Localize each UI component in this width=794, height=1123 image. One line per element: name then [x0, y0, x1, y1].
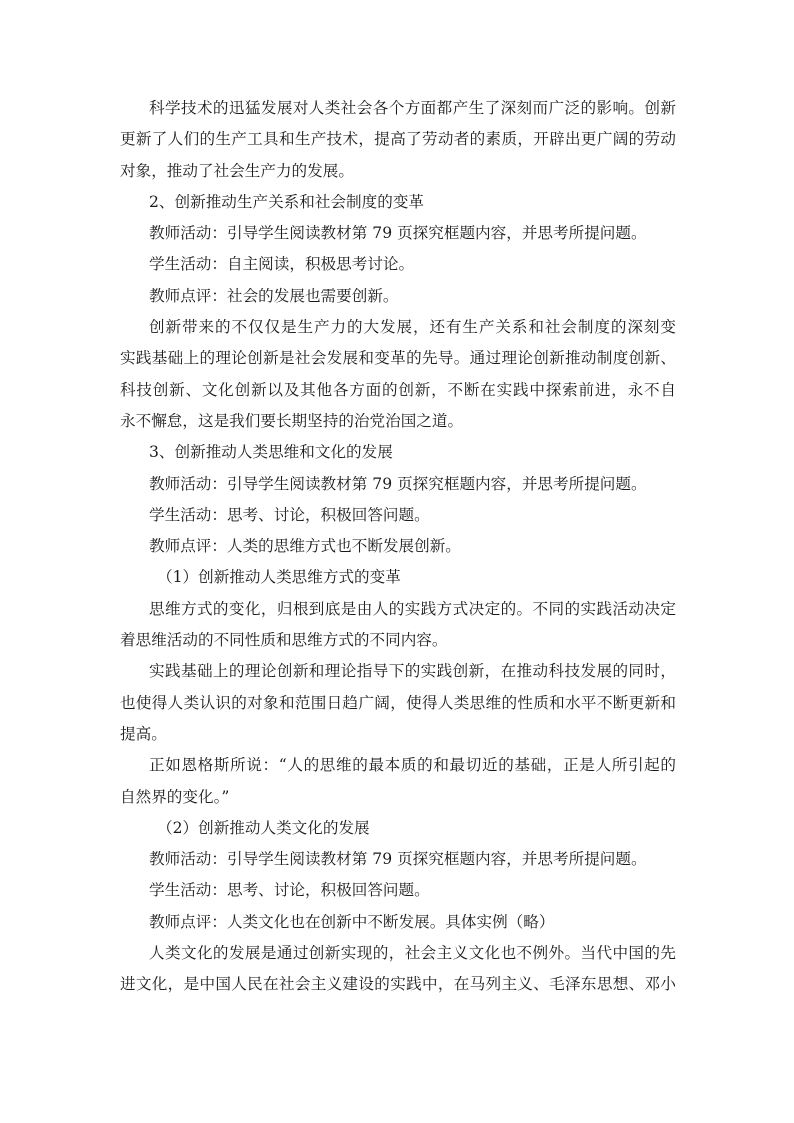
- teacher-activity: 教师活动：引导学生阅读教材第 79 页探究框题内容，并思考所提问题。: [149, 224, 647, 243]
- student-activity: 学生活动：自主阅读，积极思考讨论。: [149, 255, 415, 274]
- paragraph-line: 科技创新、文化创新以及其他各方面的创新，不断在实践中探索前进，永不自: [120, 380, 676, 399]
- section-heading: 2、创新推动生产关系和社会制度的变革: [149, 192, 425, 211]
- student-activity: 学生活动：思考、讨论，积极回答问题。: [149, 505, 430, 524]
- paragraph-line: 科学技术的迅猛发展对人类社会各个方面都产生了深刻而广泛的影响。创新: [149, 99, 676, 117]
- student-activity: 学生活动：思考、讨论，积极回答问题。: [149, 881, 430, 900]
- paragraph-line: 永不懈怠，这是我们要长期坚持的治党治国之道。: [120, 411, 464, 430]
- subsection-heading: （2）创新推动人类文化的发展: [157, 818, 370, 837]
- teacher-comment: 教师点评：社会的发展也需要创新。: [149, 286, 399, 305]
- teacher-comment: 教师点评：人类文化也在创新中不断发展。具体实例（略）: [149, 912, 555, 931]
- subsection-heading: （1）创新推动人类思维方式的变革: [157, 568, 401, 587]
- paragraph-line: 着思维活动的不同性质和思维方式的不同内容。: [120, 631, 448, 650]
- paragraph-line: 更新了人们的生产工具和生产技术，提高了劳动者的素质，开辟出更广阔的劳动: [120, 130, 676, 149]
- paragraph-line: 进文化，是中国人民在社会主义建设的实践中，在马列主义、毛泽东思想、邓小: [120, 975, 676, 994]
- paragraph-line: 提高。: [120, 724, 167, 743]
- teacher-activity: 教师活动：引导学生阅读教材第 79 页探究框题内容，并思考所提问题。: [149, 474, 647, 493]
- quote-line: 正如恩格斯所说：“人的思维的最本质的和最切近的基础，正是人所引起的: [149, 756, 676, 775]
- teacher-activity: 教师活动：引导学生阅读教材第 79 页探究框题内容，并思考所提问题。: [149, 850, 647, 869]
- paragraph-line: 实践基础上的理论创新和理论指导下的实践创新，在推动科技发展的同时，: [149, 662, 676, 681]
- paragraph-line: 对象，推动了社会生产力的发展。: [120, 161, 354, 180]
- paragraph-line: 人类文化的发展是通过创新实现的，社会主义文化也不例外。当代中国的先: [149, 944, 676, 963]
- paragraph-line: 实践基础上的理论创新是社会发展和变革的先导。通过理论创新推动制度创新、: [120, 349, 676, 368]
- paragraph-line: 创新带来的不仅仅是生产力的大发展，还有生产关系和社会制度的深刻变: [149, 318, 676, 337]
- document-body: [120, 93, 676, 1001]
- paragraph-line: 也使得人类认识的对象和范围日趋广阔，使得人类思维的性质和水平不断更新和: [120, 693, 676, 712]
- teacher-comment: 教师点评：人类的思维方式也不断发展创新。: [149, 537, 461, 556]
- quote-line: 自然界的变化。”: [120, 787, 230, 806]
- paragraph-line: 思维方式的变化，归根到底是由人的实践方式决定的。不同的实践活动决定: [149, 599, 676, 618]
- section-heading: 3、创新推动人类思维和文化的发展: [149, 443, 393, 462]
